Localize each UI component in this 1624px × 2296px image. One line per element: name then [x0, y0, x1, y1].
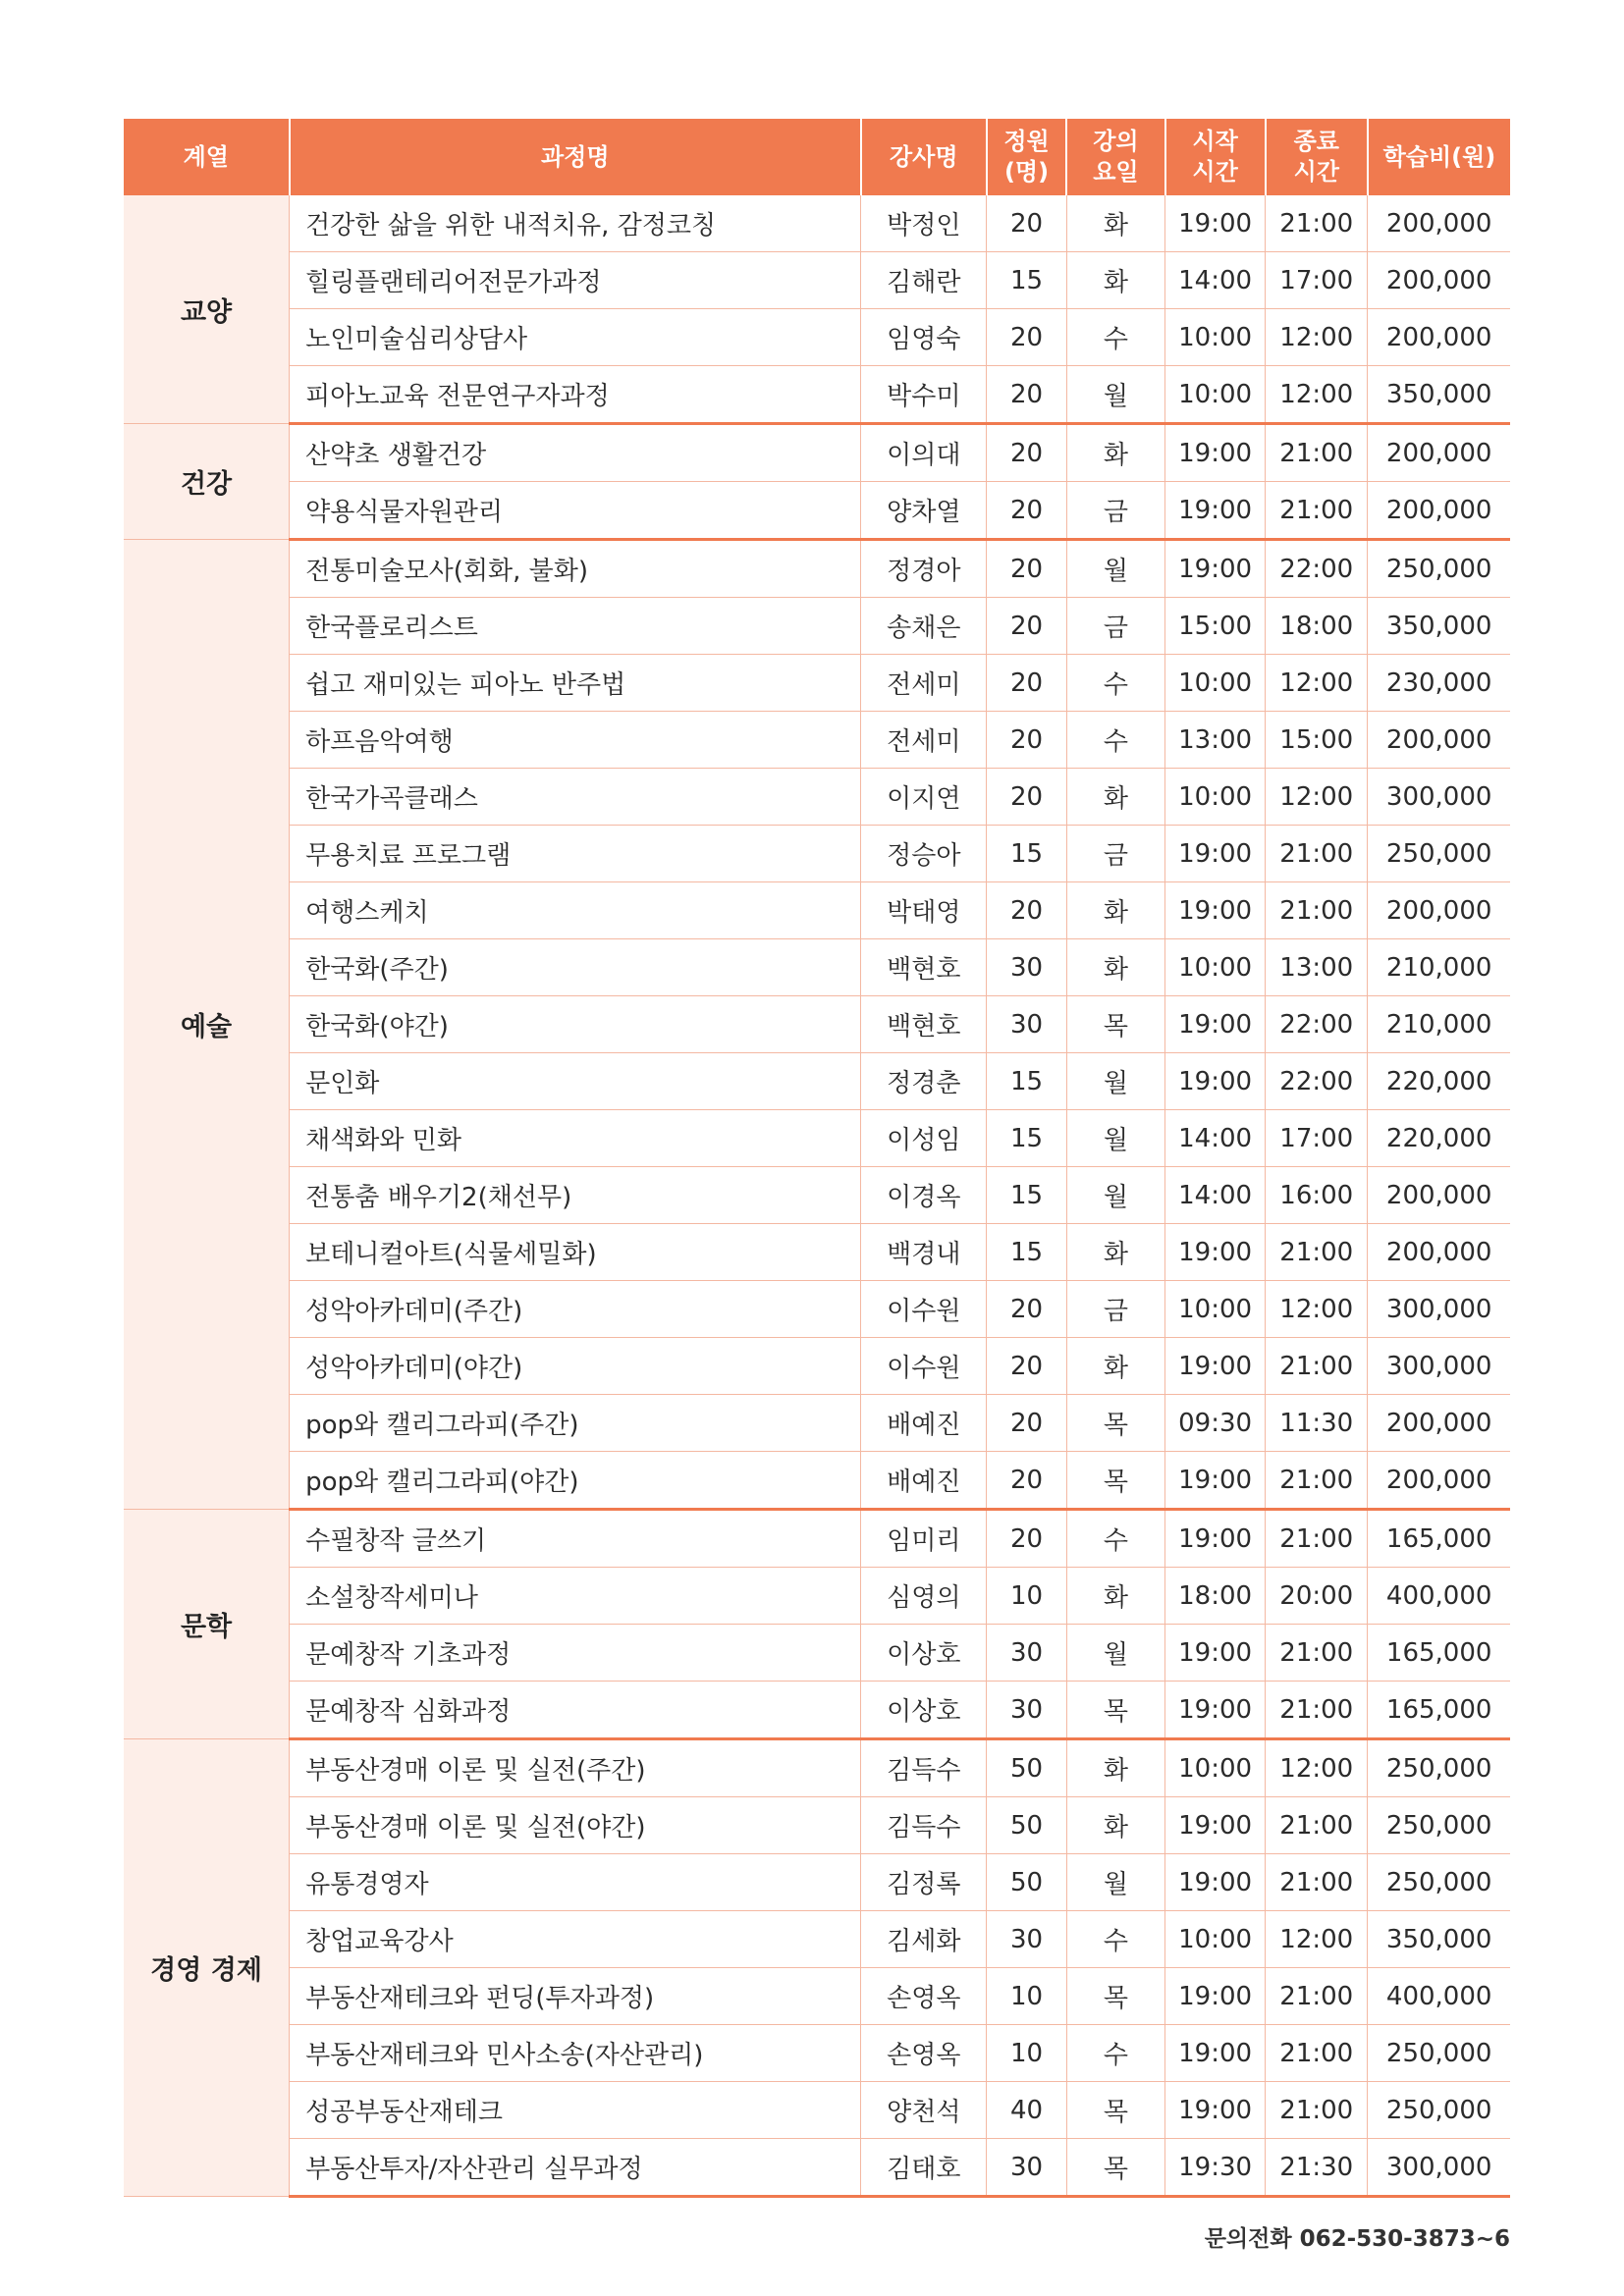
fee-cell: 200,000: [1368, 712, 1510, 769]
day-cell: 수: [1066, 712, 1164, 769]
course-name-cell: 성공부동산재테크: [290, 2082, 861, 2139]
table-row: [124, 540, 1510, 598]
table-row: [124, 996, 1510, 1053]
day-cell: 월: [1066, 366, 1164, 424]
capacity-cell: 15: [987, 1167, 1067, 1224]
capacity-cell: 50: [987, 1739, 1067, 1797]
table-row: [124, 826, 1510, 882]
capacity-cell: 20: [987, 1510, 1067, 1568]
table-row: [124, 769, 1510, 826]
table-row: [124, 366, 1510, 424]
course-name-cell: 소설창작세미나: [290, 1568, 861, 1625]
start-time-cell: 10:00: [1165, 769, 1266, 826]
day-cell: 화: [1066, 882, 1164, 939]
table-row: [124, 1395, 1510, 1452]
end-time-cell: 21:30: [1266, 2139, 1368, 2197]
table-row: [124, 1338, 1510, 1395]
fee-cell: 220,000: [1368, 1110, 1510, 1167]
day-cell: 목: [1066, 996, 1164, 1053]
start-time-cell: 19:00: [1165, 882, 1266, 939]
capacity-cell: 20: [987, 1395, 1067, 1452]
day-cell: 화: [1066, 769, 1164, 826]
instructor-cell: 임영숙: [861, 309, 987, 366]
instructor-cell: 송채은: [861, 598, 987, 655]
day-cell: 화: [1066, 1797, 1164, 1854]
capacity-cell: 20: [987, 540, 1067, 598]
course-name-cell: 하프음악여행: [290, 712, 861, 769]
end-time-cell: 21:00: [1266, 195, 1368, 252]
capacity-cell: 10: [987, 1968, 1067, 2025]
fee-cell: 200,000: [1368, 424, 1510, 482]
fee-cell: 400,000: [1368, 1968, 1510, 2025]
table-header: [124, 119, 1510, 195]
table-row: [124, 1854, 1510, 1911]
instructor-cell: 이경옥: [861, 1167, 987, 1224]
end-time-cell: 12:00: [1266, 366, 1368, 424]
capacity-cell: 15: [987, 826, 1067, 882]
start-time-cell: 19:00: [1165, 1797, 1266, 1854]
capacity-cell: 20: [987, 424, 1067, 482]
table-row: [124, 1797, 1510, 1854]
header-end-time: 종료 시간: [1266, 119, 1368, 195]
day-cell: 목: [1066, 2082, 1164, 2139]
capacity-cell: 10: [987, 1568, 1067, 1625]
fee-cell: 300,000: [1368, 1281, 1510, 1338]
start-time-cell: 19:00: [1165, 1854, 1266, 1911]
fee-cell: 200,000: [1368, 482, 1510, 540]
start-time-cell: 10:00: [1165, 366, 1266, 424]
course-name-cell: 피아노교육 전문연구자과정: [290, 366, 861, 424]
start-time-cell: 19:00: [1165, 1452, 1266, 1510]
instructor-cell: 배예진: [861, 1452, 987, 1510]
table-row: [124, 882, 1510, 939]
table-row: [124, 424, 1510, 482]
course-name-cell: 쉽고 재미있는 피아노 반주법: [290, 655, 861, 712]
table-row: [124, 1110, 1510, 1167]
end-time-cell: 12:00: [1266, 1281, 1368, 1338]
end-time-cell: 21:00: [1266, 2025, 1368, 2082]
capacity-cell: 20: [987, 598, 1067, 655]
capacity-cell: 30: [987, 996, 1067, 1053]
table-row: [124, 1968, 1510, 2025]
capacity-cell: 15: [987, 1110, 1067, 1167]
table-row: [124, 1911, 1510, 1968]
fee-cell: 250,000: [1368, 1797, 1510, 1854]
table-body: [124, 195, 1510, 2197]
fee-cell: 300,000: [1368, 1338, 1510, 1395]
start-time-cell: 18:00: [1165, 1568, 1266, 1625]
instructor-cell: 김태호: [861, 2139, 987, 2197]
instructor-cell: 박수미: [861, 366, 987, 424]
course-name-cell: 한국플로리스트: [290, 598, 861, 655]
start-time-cell: 19:00: [1165, 1510, 1266, 1568]
day-cell: 수: [1066, 1510, 1164, 1568]
course-name-cell: 부동산재테크와 민사소송(자산관리): [290, 2025, 861, 2082]
end-time-cell: 18:00: [1266, 598, 1368, 655]
instructor-cell: 정경아: [861, 540, 987, 598]
day-cell: 화: [1066, 1224, 1164, 1281]
start-time-cell: 09:30: [1165, 1395, 1266, 1452]
course-name-cell: 보테니컬아트(식물세밀화): [290, 1224, 861, 1281]
instructor-cell: 손영옥: [861, 2025, 987, 2082]
instructor-cell: 이성임: [861, 1110, 987, 1167]
fee-cell: 200,000: [1368, 309, 1510, 366]
end-time-cell: 12:00: [1266, 1739, 1368, 1797]
fee-cell: 200,000: [1368, 1167, 1510, 1224]
course-name-cell: 문인화: [290, 1053, 861, 1110]
start-time-cell: 10:00: [1165, 1911, 1266, 1968]
end-time-cell: 21:00: [1266, 2082, 1368, 2139]
course-name-cell: pop와 캘리그라피(야간): [290, 1452, 861, 1510]
day-cell: 목: [1066, 1682, 1164, 1739]
capacity-cell: 50: [987, 1854, 1067, 1911]
category-cell: 경영 경제: [124, 1739, 290, 2197]
instructor-cell: 박정인: [861, 195, 987, 252]
day-cell: 화: [1066, 939, 1164, 996]
start-time-cell: 19:00: [1165, 482, 1266, 540]
start-time-cell: 15:00: [1165, 598, 1266, 655]
course-name-cell: 문예창작 기초과정: [290, 1625, 861, 1682]
fee-cell: 200,000: [1368, 1452, 1510, 1510]
capacity-cell: 20: [987, 655, 1067, 712]
day-cell: 금: [1066, 826, 1164, 882]
instructor-cell: 양천석: [861, 2082, 987, 2139]
day-cell: 월: [1066, 540, 1164, 598]
end-time-cell: 16:00: [1266, 1167, 1368, 1224]
table-row: [124, 309, 1510, 366]
day-cell: 월: [1066, 1110, 1164, 1167]
course-name-cell: 성악아카데미(야간): [290, 1338, 861, 1395]
category-cell: 예술: [124, 540, 290, 1510]
day-cell: 금: [1066, 482, 1164, 540]
end-time-cell: 12:00: [1266, 309, 1368, 366]
table-row: [124, 655, 1510, 712]
course-name-cell: 힐링플랜테리어전문가과정: [290, 252, 861, 309]
end-time-cell: 22:00: [1266, 1053, 1368, 1110]
end-time-cell: 21:00: [1266, 1510, 1368, 1568]
end-time-cell: 22:00: [1266, 996, 1368, 1053]
table-row: [124, 1625, 1510, 1682]
table-row: [124, 1167, 1510, 1224]
table-row: [124, 2139, 1510, 2197]
start-time-cell: 19:00: [1165, 540, 1266, 598]
contact-phone: 문의전화 062-530-3873~6: [1204, 2226, 1510, 2252]
fee-cell: 250,000: [1368, 1854, 1510, 1911]
instructor-cell: 정승아: [861, 826, 987, 882]
course-name-cell: 건강한 삶을 위한 내적치유, 감정코칭: [290, 195, 861, 252]
table-row: [124, 2082, 1510, 2139]
end-time-cell: 21:00: [1266, 1224, 1368, 1281]
header-instructor: 강사명: [861, 119, 987, 195]
instructor-cell: 이수원: [861, 1281, 987, 1338]
course-name-cell: 여행스케치: [290, 882, 861, 939]
fee-cell: 200,000: [1368, 882, 1510, 939]
course-name-cell: 부동산경매 이론 및 실전(야간): [290, 1797, 861, 1854]
header-capacity: 정원(명): [987, 119, 1067, 195]
course-name-cell: 전통춤 배우기2(채선무): [290, 1167, 861, 1224]
header-row: [124, 119, 1510, 195]
capacity-cell: 20: [987, 769, 1067, 826]
instructor-cell: 김정록: [861, 1854, 987, 1911]
instructor-cell: 박태영: [861, 882, 987, 939]
day-cell: 수: [1066, 2025, 1164, 2082]
course-name-cell: 부동산재테크와 펀딩(투자과정): [290, 1968, 861, 2025]
fee-cell: 300,000: [1368, 769, 1510, 826]
instructor-cell: 이상호: [861, 1682, 987, 1739]
fee-cell: 200,000: [1368, 195, 1510, 252]
capacity-cell: 30: [987, 1625, 1067, 1682]
end-time-cell: 22:00: [1266, 540, 1368, 598]
instructor-cell: 심영의: [861, 1568, 987, 1625]
day-cell: 월: [1066, 1625, 1164, 1682]
end-time-cell: 21:00: [1266, 1452, 1368, 1510]
instructor-cell: 김해란: [861, 252, 987, 309]
start-time-cell: 10:00: [1165, 655, 1266, 712]
end-time-cell: 15:00: [1266, 712, 1368, 769]
day-cell: 월: [1066, 1854, 1164, 1911]
capacity-cell: 20: [987, 309, 1067, 366]
table-row: [124, 195, 1510, 252]
table-row: [124, 939, 1510, 996]
course-name-cell: 무용치료 프로그램: [290, 826, 861, 882]
fee-cell: 250,000: [1368, 826, 1510, 882]
capacity-cell: 15: [987, 1053, 1067, 1110]
course-name-cell: 성악아카데미(주간): [290, 1281, 861, 1338]
header-start-time: 시작 시간: [1165, 119, 1266, 195]
course-name-cell: 부동산투자/자산관리 실무과정: [290, 2139, 861, 2197]
day-cell: 화: [1066, 424, 1164, 482]
end-time-cell: 13:00: [1266, 939, 1368, 996]
capacity-cell: 15: [987, 1224, 1067, 1281]
course-name-cell: 전통미술모사(회화, 불화): [290, 540, 861, 598]
day-cell: 화: [1066, 195, 1164, 252]
start-time-cell: 14:00: [1165, 252, 1266, 309]
category-cell: 건강: [124, 424, 290, 540]
day-cell: 금: [1066, 598, 1164, 655]
capacity-cell: 20: [987, 1281, 1067, 1338]
course-name-cell: 문예창작 심화과정: [290, 1682, 861, 1739]
start-time-cell: 19:30: [1165, 2139, 1266, 2197]
fee-cell: 400,000: [1368, 1568, 1510, 1625]
capacity-cell: 20: [987, 882, 1067, 939]
table-row: [124, 598, 1510, 655]
day-cell: 월: [1066, 1167, 1164, 1224]
course-name-cell: 채색화와 민화: [290, 1110, 861, 1167]
course-name-cell: pop와 캘리그라피(주간): [290, 1395, 861, 1452]
end-time-cell: 17:00: [1266, 252, 1368, 309]
table-row: [124, 1452, 1510, 1510]
day-cell: 수: [1066, 655, 1164, 712]
course-name-cell: 창업교육강사: [290, 1911, 861, 1968]
table-row: [124, 2025, 1510, 2082]
table-row: [124, 1510, 1510, 1568]
instructor-cell: 손영옥: [861, 1968, 987, 2025]
course-name-cell: 유통경영자: [290, 1854, 861, 1911]
start-time-cell: 13:00: [1165, 712, 1266, 769]
category-cell: 문학: [124, 1510, 290, 1739]
start-time-cell: 19:00: [1165, 826, 1266, 882]
end-time-cell: 11:30: [1266, 1395, 1368, 1452]
capacity-cell: 20: [987, 366, 1067, 424]
capacity-cell: 30: [987, 939, 1067, 996]
course-name-cell: 산약초 생활건강: [290, 424, 861, 482]
fee-cell: 200,000: [1368, 252, 1510, 309]
instructor-cell: 김세화: [861, 1911, 987, 1968]
day-cell: 목: [1066, 1452, 1164, 1510]
course-name-cell: 한국가곡클래스: [290, 769, 861, 826]
instructor-cell: 김득수: [861, 1739, 987, 1797]
day-cell: 수: [1066, 1911, 1164, 1968]
fee-cell: 300,000: [1368, 2139, 1510, 2197]
instructor-cell: 이수원: [861, 1338, 987, 1395]
instructor-cell: 이상호: [861, 1625, 987, 1682]
end-time-cell: 21:00: [1266, 1854, 1368, 1911]
start-time-cell: 19:00: [1165, 1224, 1266, 1281]
fee-cell: 350,000: [1368, 1911, 1510, 1968]
fee-cell: 200,000: [1368, 1395, 1510, 1452]
fee-cell: 165,000: [1368, 1625, 1510, 1682]
end-time-cell: 12:00: [1266, 1911, 1368, 1968]
instructor-cell: 이지연: [861, 769, 987, 826]
table-row: [124, 1053, 1510, 1110]
header-category: 계열: [124, 119, 290, 195]
capacity-cell: 50: [987, 1797, 1067, 1854]
end-time-cell: 12:00: [1266, 769, 1368, 826]
capacity-cell: 15: [987, 252, 1067, 309]
fee-cell: 250,000: [1368, 1739, 1510, 1797]
fee-cell: 220,000: [1368, 1053, 1510, 1110]
start-time-cell: 10:00: [1165, 1281, 1266, 1338]
end-time-cell: 21:00: [1266, 882, 1368, 939]
fee-cell: 350,000: [1368, 366, 1510, 424]
start-time-cell: 19:00: [1165, 1968, 1266, 2025]
capacity-cell: 30: [987, 1911, 1067, 1968]
start-time-cell: 10:00: [1165, 939, 1266, 996]
end-time-cell: 21:00: [1266, 424, 1368, 482]
course-name-cell: 노인미술심리상담사: [290, 309, 861, 366]
end-time-cell: 21:00: [1266, 1968, 1368, 2025]
capacity-cell: 30: [987, 1682, 1067, 1739]
fee-cell: 210,000: [1368, 996, 1510, 1053]
end-time-cell: 17:00: [1266, 1110, 1368, 1167]
start-time-cell: 19:00: [1165, 1338, 1266, 1395]
day-cell: 화: [1066, 1568, 1164, 1625]
fee-cell: 230,000: [1368, 655, 1510, 712]
capacity-cell: 40: [987, 2082, 1067, 2139]
course-name-cell: 부동산경매 이론 및 실전(주간): [290, 1739, 861, 1797]
start-time-cell: 14:00: [1165, 1167, 1266, 1224]
day-cell: 월: [1066, 1053, 1164, 1110]
table-row: [124, 1281, 1510, 1338]
end-time-cell: 21:00: [1266, 1338, 1368, 1395]
table-row: [124, 712, 1510, 769]
instructor-cell: 배예진: [861, 1395, 987, 1452]
day-cell: 목: [1066, 1968, 1164, 2025]
instructor-cell: 양차열: [861, 482, 987, 540]
table-row: [124, 1568, 1510, 1625]
instructor-cell: 정경춘: [861, 1053, 987, 1110]
header-fee: 학습비(원): [1368, 119, 1510, 195]
table-row: [124, 482, 1510, 540]
end-time-cell: 12:00: [1266, 655, 1368, 712]
day-cell: 금: [1066, 1281, 1164, 1338]
fee-cell: 350,000: [1368, 598, 1510, 655]
day-cell: 화: [1066, 1739, 1164, 1797]
capacity-cell: 20: [987, 1452, 1067, 1510]
table-row: [124, 1682, 1510, 1739]
start-time-cell: 19:00: [1165, 195, 1266, 252]
end-time-cell: 20:00: [1266, 1568, 1368, 1625]
fee-cell: 200,000: [1368, 1224, 1510, 1281]
instructor-cell: 김득수: [861, 1797, 987, 1854]
start-time-cell: 10:00: [1165, 309, 1266, 366]
end-time-cell: 21:00: [1266, 1682, 1368, 1739]
instructor-cell: 전세미: [861, 655, 987, 712]
day-cell: 목: [1066, 2139, 1164, 2197]
capacity-cell: 30: [987, 2139, 1067, 2197]
table-row: [124, 1224, 1510, 1281]
end-time-cell: 21:00: [1266, 1797, 1368, 1854]
fee-cell: 165,000: [1368, 1682, 1510, 1739]
course-name-cell: 약용식물자원관리: [290, 482, 861, 540]
instructor-cell: 임미리: [861, 1510, 987, 1568]
fee-cell: 250,000: [1368, 540, 1510, 598]
course-name-cell: 한국화(야간): [290, 996, 861, 1053]
category-cell: 교양: [124, 195, 290, 424]
fee-cell: 165,000: [1368, 1510, 1510, 1568]
capacity-cell: 10: [987, 2025, 1067, 2082]
start-time-cell: 10:00: [1165, 1739, 1266, 1797]
table-row: [124, 252, 1510, 309]
end-time-cell: 21:00: [1266, 826, 1368, 882]
day-cell: 수: [1066, 309, 1164, 366]
start-time-cell: 19:00: [1165, 1682, 1266, 1739]
start-time-cell: 19:00: [1165, 2082, 1266, 2139]
start-time-cell: 19:00: [1165, 424, 1266, 482]
day-cell: 화: [1066, 252, 1164, 309]
start-time-cell: 19:00: [1165, 996, 1266, 1053]
instructor-cell: 백현호: [861, 996, 987, 1053]
start-time-cell: 19:00: [1165, 1053, 1266, 1110]
start-time-cell: 19:00: [1165, 1625, 1266, 1682]
capacity-cell: 20: [987, 482, 1067, 540]
start-time-cell: 19:00: [1165, 2025, 1266, 2082]
instructor-cell: 백경내: [861, 1224, 987, 1281]
table-row: [124, 1739, 1510, 1797]
day-cell: 목: [1066, 1395, 1164, 1452]
end-time-cell: 21:00: [1266, 482, 1368, 540]
instructor-cell: 백현호: [861, 939, 987, 996]
header-day: 강의 요일: [1066, 119, 1164, 195]
fee-cell: 210,000: [1368, 939, 1510, 996]
course-name-cell: 한국화(주간): [290, 939, 861, 996]
instructor-cell: 전세미: [861, 712, 987, 769]
course-name-cell: 수필창작 글쓰기: [290, 1510, 861, 1568]
instructor-cell: 이의대: [861, 424, 987, 482]
capacity-cell: 20: [987, 1338, 1067, 1395]
day-cell: 화: [1066, 1338, 1164, 1395]
capacity-cell: 20: [987, 712, 1067, 769]
fee-cell: 250,000: [1368, 2025, 1510, 2082]
header-course-name: 과정명: [290, 119, 861, 195]
fee-cell: 250,000: [1368, 2082, 1510, 2139]
end-time-cell: 21:00: [1266, 1625, 1368, 1682]
start-time-cell: 14:00: [1165, 1110, 1266, 1167]
course-schedule-table: [124, 119, 1510, 2198]
capacity-cell: 20: [987, 195, 1067, 252]
